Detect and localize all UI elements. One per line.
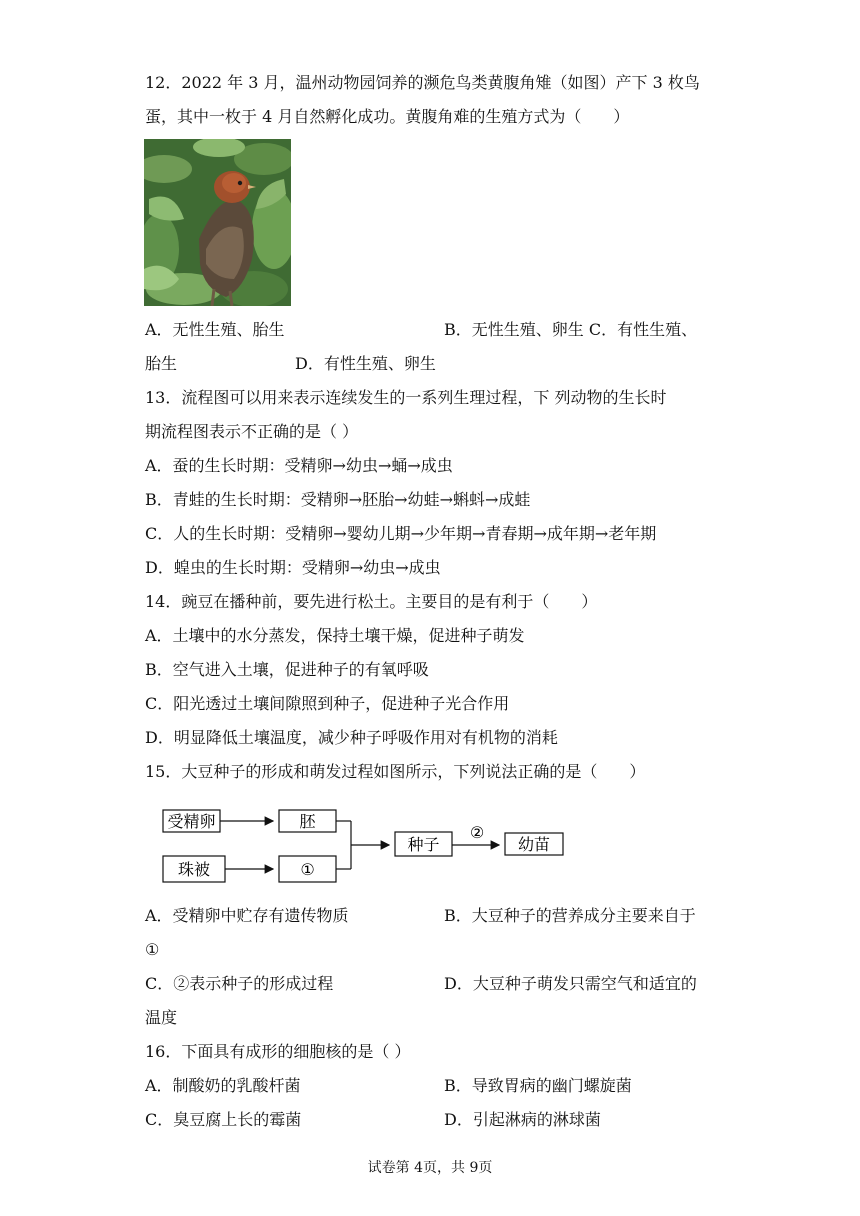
q14-option-c: C．阳光透过土壤间隙照到种子，促进种子光合作用	[145, 694, 510, 713]
q15-option-b: B．大豆种子的营养成分主要来自于	[444, 906, 696, 925]
q16-option-d: D．引起淋病的淋球菌	[444, 1110, 601, 1129]
q13-option-c: C．人的生长时期：受精卵→婴幼儿期→少年期→青春期→成年期→老年期	[145, 524, 657, 543]
q16-option-c: C．臭豆腐上长的霉菌	[145, 1110, 302, 1129]
q15-option-a: A．受精卵中贮存有遗传物质	[145, 906, 349, 925]
q16-option-a: A．制酸奶的乳酸杆菌	[145, 1076, 301, 1095]
page-footer: 试卷第 4页，共 9页	[367, 1160, 493, 1176]
seedling-label: 幼苗	[517, 835, 551, 854]
q16-stem: 16．下面具有成形的细胞核的是（ ）	[145, 1042, 411, 1061]
embryo-label: 胚	[299, 812, 316, 831]
seed-label: 种子	[407, 835, 440, 854]
circle2-label: ②	[469, 823, 485, 842]
q15-stem: 15．大豆种子的形成和萌发过程如图所示，下列说法正确的是（ ）	[145, 762, 646, 781]
q14-option-d: D．明显降低土壤温度，减少种子呼吸作用对有机物的消耗	[145, 728, 558, 747]
q15-option-d-continued: 温度	[145, 1008, 178, 1027]
fertilized-egg-label: 受精卵	[167, 812, 216, 831]
q12-stem-line2: 蛋，其中一枚于 4 月自然孵化成功。黄腹角难的生殖方式为（ ）	[145, 107, 630, 126]
pheasant-chick-photo	[144, 139, 291, 306]
q16-option-b: B．导致胃病的幽门螺旋菌	[444, 1076, 632, 1095]
q13-stem-line1: 13．流程图可以用来表示连续发生的一系列生理过程，下 列动物的生长时	[145, 388, 667, 407]
q13-option-d: D．蝗虫的生长时期：受精卵→幼虫→成虫	[145, 558, 441, 577]
q12-option-c-continued: 胎生	[145, 354, 178, 373]
q15-option-d: D．大豆种子萌发只需空气和适宜的	[444, 974, 697, 993]
q12-option-b-c: B．无性生殖、卵生 C．有性生殖、	[444, 320, 698, 339]
ovule-integument-label: 珠被	[177, 860, 211, 879]
q14-option-b: B．空气进入土壤，促进种子的有氧呼吸	[145, 660, 429, 679]
circle1-label: ①	[300, 860, 315, 879]
q13-option-a: A．蚕的生长时期：受精卵→幼虫→蛹→成虫	[145, 456, 453, 475]
q13-option-b: B．青蛙的生长时期：受精卵→胚胎→幼蛙→蝌蚪→成蛙	[145, 490, 531, 509]
q15-option-c: C．②表示种子的形成过程	[145, 974, 334, 993]
q12-option-a: A．无性生殖、胎生	[145, 320, 285, 339]
q15-option-b-continued: ①	[145, 940, 160, 959]
q14-stem: 14．豌豆在播种前，要先进行松土。主要目的是有利于（ ）	[145, 592, 598, 611]
q12-stem-line1: 12．2022 年 3 月，温州动物园饲养的濒危鸟类黄腹角雉（如图）产下 3 枚鸟	[145, 73, 700, 92]
seed-formation-diagram	[155, 800, 575, 890]
q12-option-d: D．有性生殖、卵生	[295, 354, 436, 373]
q14-option-a: A．土壤中的水分蒸发，保持土壤干燥，促进种子萌发	[145, 626, 525, 645]
q13-stem-line2: 期流程图表示不正确的是（ ）	[145, 422, 359, 441]
